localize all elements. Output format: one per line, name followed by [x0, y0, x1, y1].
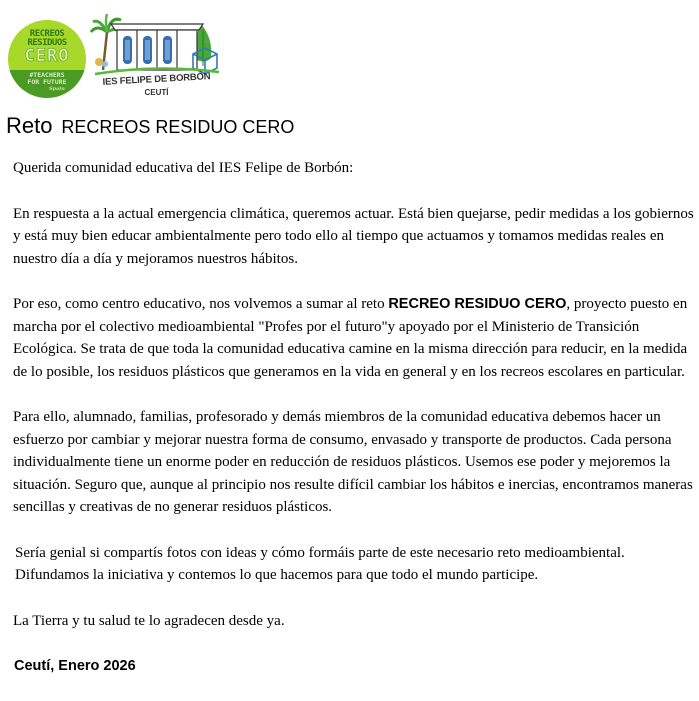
letter-signature: Ceutí, Enero 2026	[14, 658, 136, 674]
challenge-name-highlight: RECREO RESIDUO CERO	[388, 296, 567, 312]
page-title	[6, 104, 294, 141]
recreos-residuo-cero-logo	[8, 20, 86, 98]
letter-body	[13, 157, 695, 701]
letter-paragraph-3: Para ello, alumnado, familias, profesorado y demás miembros de la comunidad educativa debemos hacer un esfuerzo por cambiar y mejorar nuestra forma de consumo, envasado y transporte de productos. Cada persona individualmente tiene un enorme poder en reducción de residuos plásticos. Usemos ese poder y mejoremos la situación. Seguro que, aunque al principio nos resulte difícil cambiar los hábitos e inercias, encontramos maneras sencillas y creativas de no generar residuos plásticos.	[13, 409, 693, 515]
logo-school-name: IES FELIPE DE BORBÓN	[102, 71, 211, 88]
letter-paragraph-4: Sería genial si compartís fotos con ideas y cómo formáis parte de este necesario reto medioambiental. Difundamos la iniciativa y contemos lo que hacemos para que todo el mundo participe.	[15, 544, 625, 583]
letter-paragraph-2	[13, 293, 695, 383]
ies-felipe-de-borbon-logo	[89, 10, 224, 102]
school-building-icon	[89, 10, 224, 80]
logo-text-teachers: #TEACHERS	[29, 71, 65, 79]
letter-paragraph-1: En respuesta a la actual emergencia climática, queremos actuar. Está bien quejarse, pedir medidas a los gobiernos y está muy bien educar ambientalmente pero todo ello al tiempo que actuamos y tomamos medidas reales en nuestro día a día y mejoramos nuestros hábitos.	[13, 205, 694, 267]
title-prefix: Reto	[6, 113, 53, 138]
paragraph-2-intro: Por eso, como centro educativo, nos volvemos a sumar al reto	[13, 296, 389, 312]
logo-text-for-future: FOR FUTURE	[27, 78, 67, 86]
logo-text-cero: CERO	[24, 46, 70, 66]
header-logos	[8, 10, 224, 102]
paragraph-2-rest: , proyecto puesto en marcha por el colectivo medioambiental "Profes por el futuro"y apoyado por el Ministerio de Transición Ecológica. Se trata de que toda la comunidad educativa camine en la misma dirección para reducir, en la medida de lo posible, los residuos plásticos que generamos en la vida en general y en los recreos escolares en particular.	[13, 296, 688, 380]
title-main: RECREOS RESIDUO CERO	[61, 117, 295, 137]
letter-greeting: Querida comunidad educativa del IES Felipe de Borbón:	[13, 160, 354, 176]
logo-text-spain: Spain	[49, 86, 65, 92]
logo-school-town: CEUTÍ	[144, 88, 169, 97]
letter-closing: La Tierra y tu salud te lo agradecen desde ya.	[13, 612, 285, 629]
logo-text-residuos: RESIDUOS	[27, 38, 67, 48]
building-icon	[111, 24, 203, 70]
logo-text-recreos: RECREOS	[29, 29, 65, 39]
